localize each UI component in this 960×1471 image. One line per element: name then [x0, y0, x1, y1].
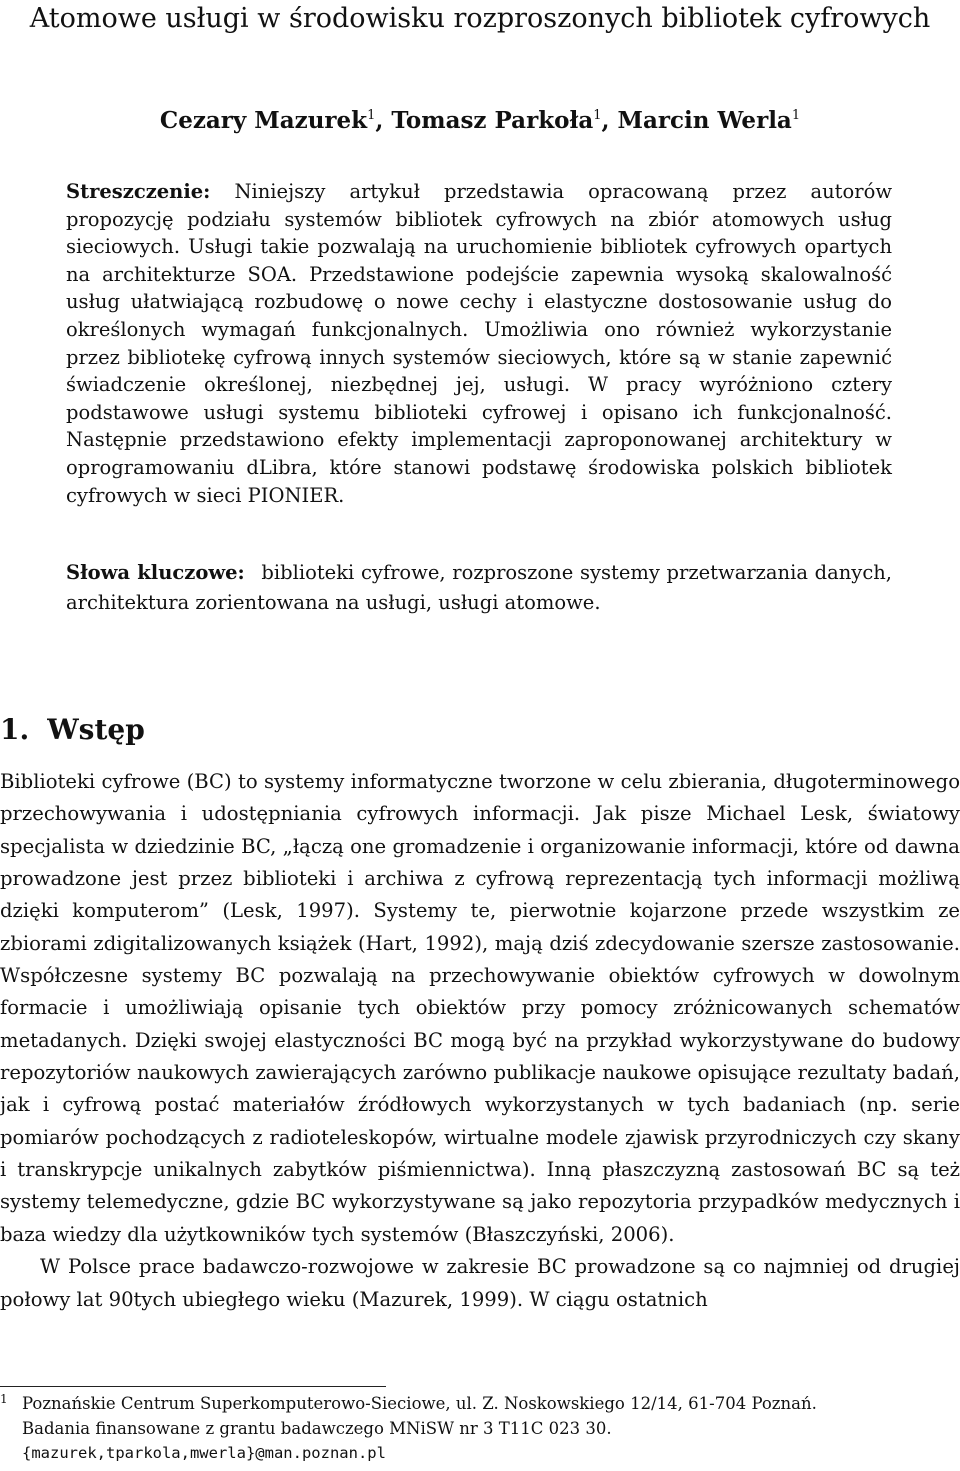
footnote-emails: {mazurek,tparkola,mwerla}@man.poznan.pl — [22, 1444, 386, 1462]
keywords-text: biblioteki cyfrowe, rozproszone systemy przetwarzania danych, architektura zorientowana na usługi, usługi atomowe. — [66, 561, 893, 614]
section-heading — [0, 710, 960, 750]
body-text — [0, 766, 960, 1316]
author-name: Cezary Mazurek — [159, 107, 368, 134]
paper-title: Atomowe usługi w środowisku rozproszonych bibliotek cyfrowych — [29, 3, 931, 34]
author-separator: , — [375, 107, 392, 134]
footnote-funding: Badania finansowane z grantu badawczego MNiSW nr 3 T11C 023 30. — [22, 1418, 612, 1438]
footnote — [0, 1392, 960, 1466]
footnote-affiliation: Poznańskie Centrum Superkomputerowo-Sieciowe, ul. Z. Noskowskiego 12/14, 61-704 Poznań. — [22, 1394, 817, 1413]
affiliation-mark: 1 — [791, 108, 801, 123]
section-title: Wstęp — [47, 713, 145, 746]
author-name: Marcin Werla — [617, 107, 792, 134]
author-separator: , — [601, 107, 618, 134]
author-name: Tomasz Parkoła — [391, 107, 594, 134]
footnote-rule — [0, 1386, 386, 1387]
affiliation-mark: 1 — [593, 108, 602, 123]
abstract-label: Streszczenie: — [66, 180, 211, 203]
paragraph: W Polsce prace badawczo-rozwojowe w zakresie BC prowadzone są co najmniej od drugiej połowy lat 90tych ubiegłego wieku (Mazurek, 1999). W ciągu ostatnich — [0, 1255, 960, 1311]
abstract — [66, 178, 892, 509]
author-list — [0, 104, 960, 138]
abstract-text: Niniejszy artykuł przedstawia opracowaną przez autorów propozycję podziału systemów bibliotek cyfrowych na zbiór atomowych usług sieciowych. Usługi takie pozwalają na uruchomienie bibliotek cyfrowych opartych na architekturze SOA. Przedstawione podejście zapewnia wysoką skalowalność usług ułatwiającą rozbudowę o nowe cechy i elastyczne dostosowanie usług do określonych wymagań funkcjonalnych. Umożliwia ono również wykorzystanie przez bibliotekę cyfrową innych systemów sieciowych, które są w stanie zapewnić świadczenie określonej, niezbędnej jej, usługi. W pracy wyróżniono cztery podstawowe usługi systemu biblioteki cyfrowej i opisano ich funkcjonalność. Następnie przedstawiono efekty implementacji zaproponowanej architektury w oprogramowaniu dLibra, które stanowi podstawę środowiska polskich bibliotek cyfrowych w sieci PIONIER. — [66, 180, 893, 507]
keywords — [66, 558, 892, 618]
section-number: 1. — [0, 713, 30, 746]
footnote-line: 1 Poznańskie Centrum Superkomputerowo-Sieciowe, ul. Z. Noskowskiego 12/14, 61-704 Poznań. — [0, 1392, 817, 1413]
keywords-label: Słowa kluczowe: — [66, 561, 245, 584]
paragraph: Biblioteki cyfrowe (BC) to systemy informatyczne tworzone w celu zbierania, długoterminowego przechowywania i udostępniania cyfrowych informacji. Jak pisze Michael Lesk, światowy specjalista w dziedzinie BC, „łączą one gromadzenie i organizowanie informacji, które od dawna prowadzone jest przez biblioteki i archiwa z cyfrową reprezentacją tych informacji możliwą dzięki komputerom” (Lesk, 1997). Systemy te, pierwotnie kojarzone przede wszystkim ze zbiorami zdigitalizowanych książek (Hart, 1992), mają dziś zdecydowanie szersze zastosowanie. Współczesne systemy BC pozwalają na przechowywanie obiektów cyfrowych w dowolnym formacie i umożliwiają opisanie tych obiektów przy pomocy zróżnicowanych schematów metadanych. Dzięki swojej elastyczności BC mogą być na przykład wykorzystywane do budowy repozytoriów naukowych zawierających zarówno publikacje naukowe opisujące rezultaty badań, jak i cyfrową postać materiałów źródłowych wykorzystanych w tych badaniach (np. serie pomiarów pochodzących z radioteleskopów, wirtualne modele zjawisk przyrodniczych czy skany i transkrypcje unikalnych zabytków piśmiennictwa). Inną płaszczyzną zastosowań BC są też systemy telemedyczne, gdzie BC wykorzystywane są jako repozytoria przypadków medycznych i baza wiedzy dla użytkowników tych systemów (Błaszczyński, 2006). — [0, 770, 960, 1246]
affiliation-mark: 1 — [367, 108, 376, 123]
